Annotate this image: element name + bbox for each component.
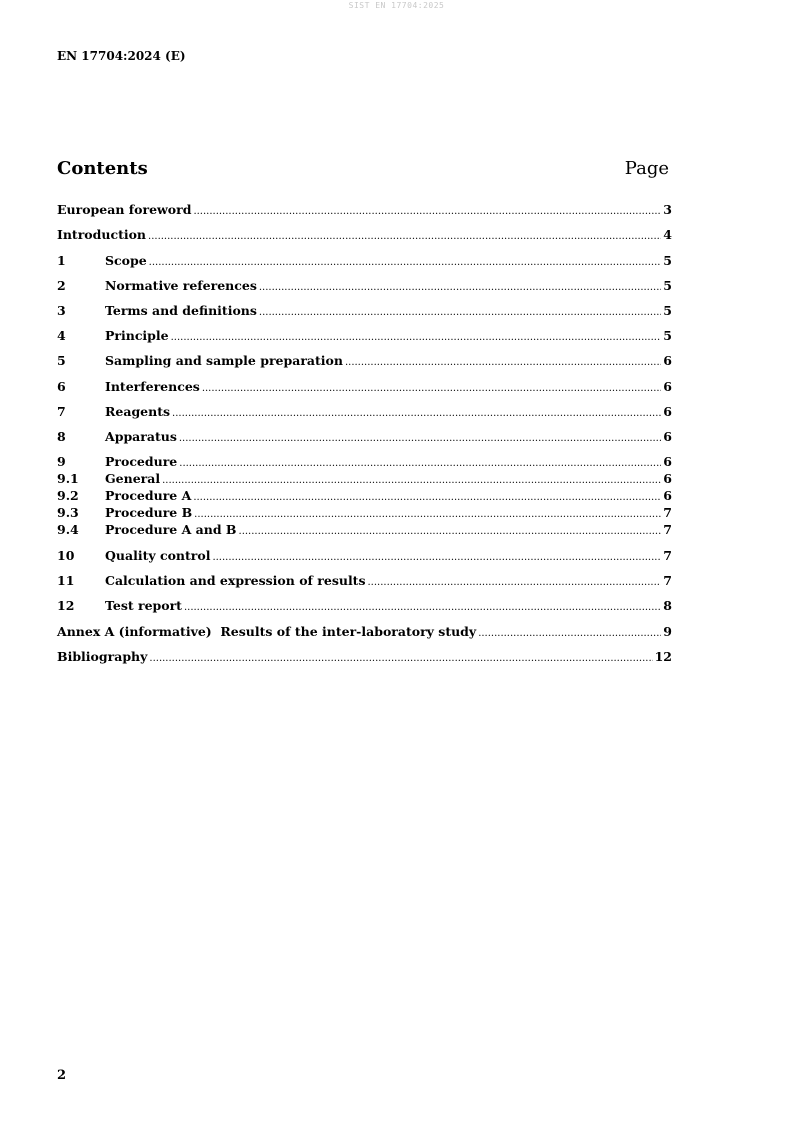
toc-entry-number: 8 (57, 429, 66, 444)
toc-leader-dots (184, 600, 661, 616)
toc-entry-page: 5 (663, 253, 672, 268)
toc-entry-title: General (105, 471, 161, 486)
toc-entry-page: 7 (663, 573, 672, 588)
toc-entry-page: 7 (663, 548, 672, 563)
toc-entry-title: Procedure (105, 454, 178, 469)
toc-entry-number: 9.4 (57, 522, 79, 537)
toc-leader-dots (193, 204, 661, 220)
toc-entry-quality-control[interactable] (57, 548, 672, 564)
toc-entry-calculation[interactable] (57, 573, 672, 589)
toc-entry-title: Calculation and expression of results (105, 573, 366, 588)
toc-entry-title: Interferences (105, 379, 200, 394)
toc-leader-dots (259, 280, 661, 296)
document-id: EN 17704:2024 (E) (57, 49, 186, 63)
toc-entry-apparatus[interactable] (57, 429, 672, 445)
toc-entry-page: 6 (663, 404, 672, 419)
toc-leader-dots (179, 431, 661, 447)
toc-leader-dots (212, 550, 661, 566)
toc-entry-number: 9.2 (57, 488, 79, 503)
toc-entry-number: 5 (57, 353, 66, 368)
toc-entry-title: Test report (105, 598, 182, 613)
contents-heading: Contents (57, 158, 148, 179)
toc-entry-procedure-b[interactable] (57, 505, 672, 521)
toc-entry-number: 2 (57, 278, 66, 293)
toc-leader-dots (172, 406, 661, 422)
toc-entry-number: 6 (57, 379, 66, 394)
toc-entry-page: 4 (663, 227, 672, 242)
toc-entry-principle[interactable] (57, 328, 672, 344)
toc-entry-scope[interactable] (57, 253, 672, 269)
toc-entry-reagents[interactable] (57, 404, 672, 420)
toc-entry-page: 3 (663, 202, 672, 217)
toc-entry-page: 5 (663, 328, 672, 343)
page-column-heading: Page (624, 158, 669, 179)
toc-entry-title: Bibliography (57, 649, 148, 664)
toc-entry-number: 10 (57, 548, 75, 563)
toc-leader-dots (179, 456, 661, 472)
toc-entry-terms-and-definitions[interactable] (57, 303, 672, 319)
toc-leader-dots (149, 255, 662, 271)
toc-entry-title: Principle (105, 328, 169, 343)
toc-entry-bibliography[interactable] (57, 649, 672, 665)
toc-entry-sampling[interactable] (57, 353, 672, 369)
toc-entry-title: Introduction (57, 227, 147, 242)
toc-leader-dots (149, 651, 652, 667)
toc-leader-dots (171, 330, 662, 346)
toc-entry-title: Procedure A (105, 488, 192, 503)
toc-entry-interferences[interactable] (57, 379, 672, 395)
watermark: SIST EN 17704:2025 (348, 1, 445, 10)
toc-leader-dots (259, 305, 661, 321)
toc-entry-procedure[interactable] (57, 454, 672, 470)
toc-entry-page: 6 (663, 429, 672, 444)
toc-entry-page: 6 (663, 488, 672, 503)
toc-entry-number: 3 (57, 303, 66, 318)
toc-entry-page: 12 (654, 649, 672, 664)
page-number: 2 (57, 1068, 67, 1083)
toc-leader-dots (368, 575, 662, 591)
toc-entry-title: Quality control (105, 548, 211, 563)
toc-leader-dots (194, 507, 661, 523)
toc-entry-page: 5 (663, 278, 672, 293)
toc-entry-title: Apparatus (105, 429, 177, 444)
toc-entry-title: Normative references (105, 278, 257, 293)
toc-entry-title: European foreword (57, 202, 192, 217)
toc-leader-dots (239, 524, 662, 540)
toc-entry-page: 9 (663, 624, 672, 639)
toc-entry-title: Procedure B (105, 505, 193, 520)
toc-entry-page: 5 (663, 303, 672, 318)
toc-entry-number: 1 (57, 253, 66, 268)
toc-entry-page: 8 (663, 598, 672, 613)
toc-entry-title: Sampling and sample preparation (105, 353, 343, 368)
toc-entry-page: 6 (663, 379, 672, 394)
toc-leader-dots (162, 473, 661, 489)
toc-entry-number: 9 (57, 454, 66, 469)
toc-entry-test-report[interactable] (57, 598, 672, 614)
toc-entry-general[interactable] (57, 471, 672, 487)
toc-leader-dots (148, 229, 661, 245)
toc-entry-page: 6 (663, 353, 672, 368)
toc-entry-number: 9.3 (57, 505, 79, 520)
toc-entry-title: Reagents (105, 404, 171, 419)
toc-entry-title: Procedure A and B (105, 522, 237, 537)
toc-entry-title: Terms and definitions (105, 303, 257, 318)
toc-entry-procedure-a[interactable] (57, 488, 672, 504)
toc-leader-dots (193, 490, 661, 506)
toc-entry-page: 6 (663, 454, 672, 469)
toc-entry-title: Annex A (informative) Results of the inter-laboratory study (57, 624, 477, 639)
toc-entry-number: 11 (57, 573, 75, 588)
toc-entry-page: 7 (663, 505, 672, 520)
toc-entry-procedure-a-and-b[interactable] (57, 522, 672, 538)
toc-leader-dots (345, 355, 661, 371)
toc-entry-european-foreword[interactable] (57, 202, 672, 218)
toc-entry-title: Scope (105, 253, 147, 268)
toc-entry-page: 7 (663, 522, 672, 537)
toc-entry-page: 6 (663, 471, 672, 486)
toc-entry-number: 12 (57, 598, 75, 613)
toc-entry-number: 4 (57, 328, 66, 343)
toc-leader-dots (478, 626, 661, 642)
toc-entry-number: 9.1 (57, 471, 79, 486)
toc-leader-dots (202, 381, 661, 397)
toc-entry-introduction[interactable] (57, 227, 672, 243)
toc-entry-number: 7 (57, 404, 66, 419)
toc-entry-normative-references[interactable] (57, 278, 672, 294)
toc-entry-annex-a[interactable] (57, 624, 672, 640)
